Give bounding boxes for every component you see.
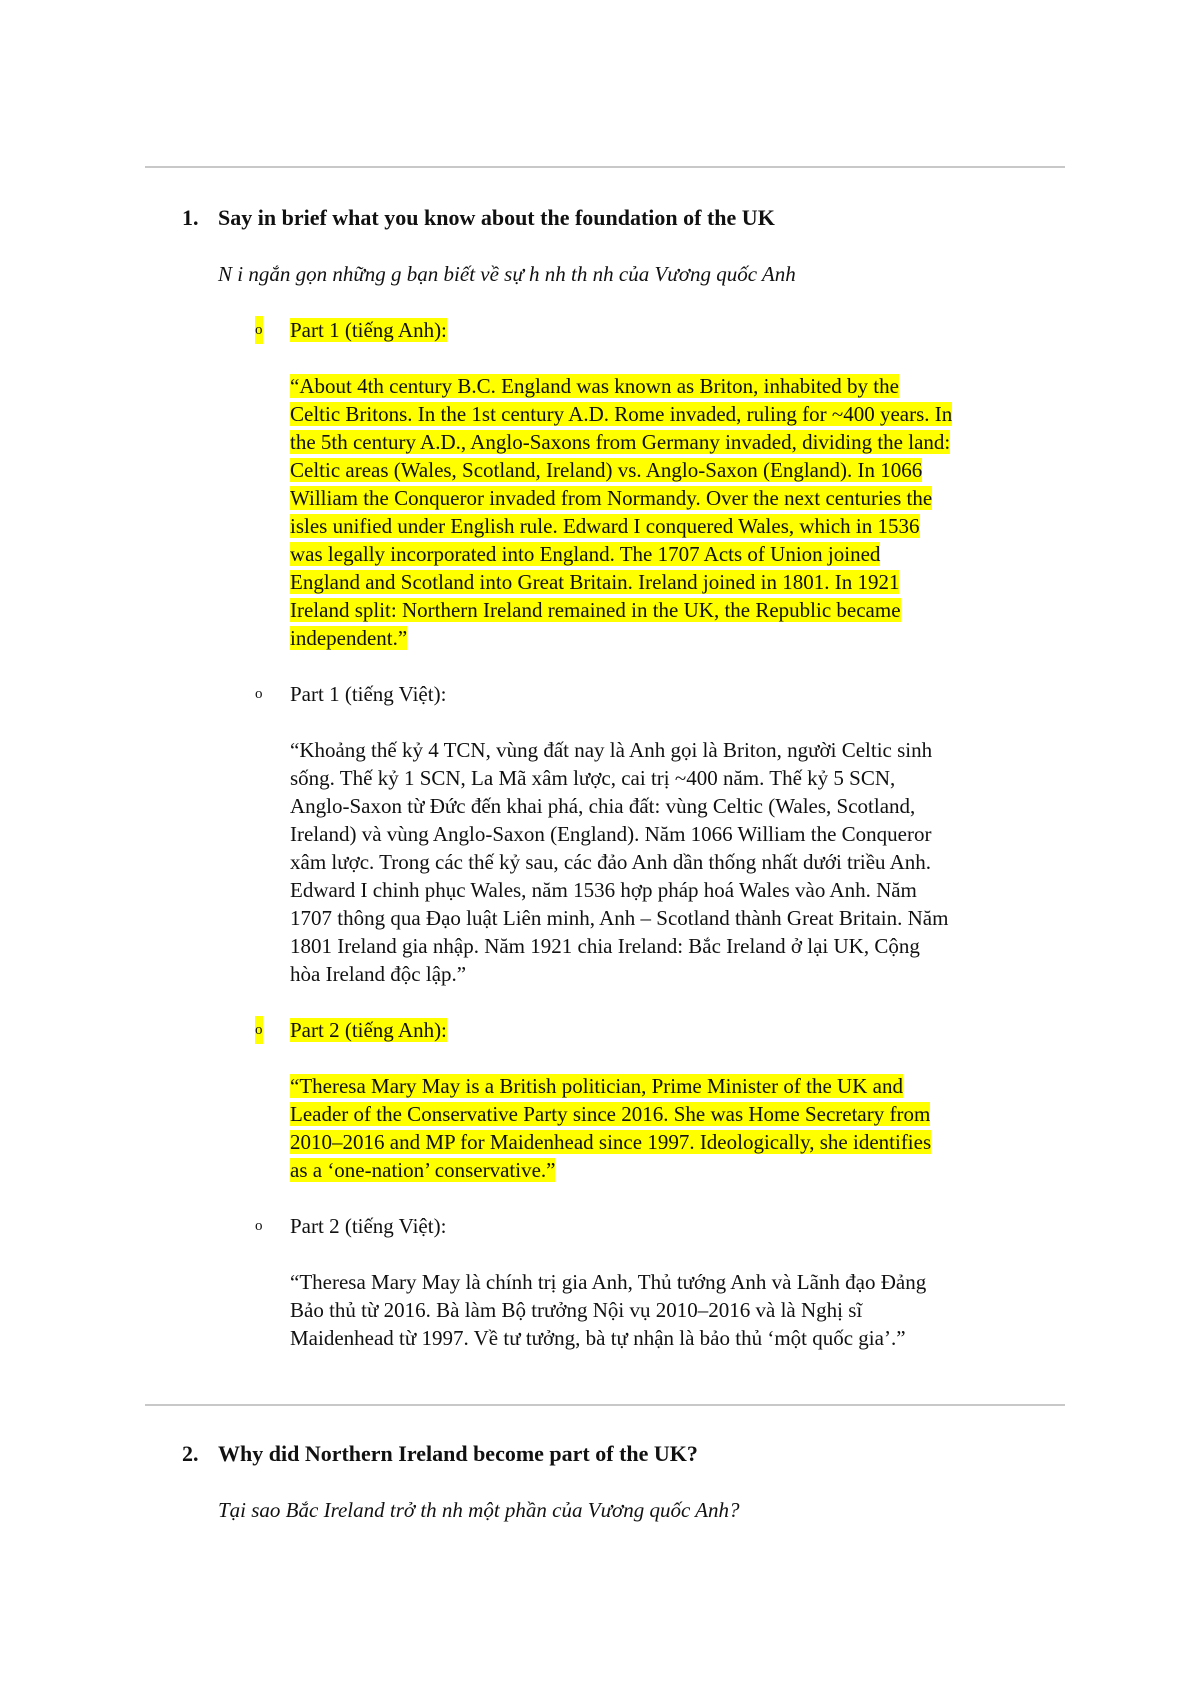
para-line: the 5th century A.D., Anglo-Saxons from Germany invaded, dividing the land: bbox=[290, 430, 951, 454]
part-2-en-bullet-icon: o bbox=[255, 1016, 263, 1044]
para-line: isles unified under English rule. Edward I conquered Wales, which in 1536 bbox=[290, 514, 920, 538]
para-line: “Theresa Mary May là chính trị gia Anh, Thủ tướng Anh và Lãnh đạo Đảng bbox=[290, 1270, 927, 1294]
para-line: independent.” bbox=[290, 626, 408, 650]
part-2-vi-label: Part 2 (tiếng Việt): bbox=[290, 1214, 447, 1238]
question-2-subtitle: Tại sao Bắc Ireland trở th nh một phần của Vương quốc Anh? bbox=[218, 1498, 740, 1522]
question-2-number: 2. bbox=[182, 1441, 199, 1466]
para-line: xâm lược. Trong các thế kỷ sau, các đảo Anh dần thống nhất dưới triều Anh. bbox=[290, 850, 932, 874]
part-2-vi-paragraph bbox=[290, 1268, 1070, 1352]
para-line: “Theresa Mary May is a British politician, Prime Minister of the UK and bbox=[290, 1074, 903, 1098]
para-line: William the Conqueror invaded from Normandy. Over the next centuries the bbox=[290, 486, 933, 510]
para-line: hòa Ireland độc lập.” bbox=[290, 962, 467, 986]
para-line: Maidenhead từ 1997. Về tư tưởng, bà tự nhận là bảo thủ ‘một quốc gia’.” bbox=[290, 1326, 906, 1350]
para-line: 1707 thông qua Đạo luật Liên minh, Anh – Scotland thành Great Britain. Năm bbox=[290, 906, 949, 930]
para-line: England and Scotland into Great Britain. Ireland joined in 1801. In 1921 bbox=[290, 570, 900, 594]
para-line: Celtic Britons. In the 1st century A.D. Rome invaded, ruling for ~400 years. In bbox=[290, 402, 953, 426]
para-line: “Khoảng thế kỷ 4 TCN, vùng đất nay là Anh gọi là Briton, người Celtic sinh bbox=[290, 738, 933, 762]
para-line: Celtic areas (Wales, Scotland, Ireland) vs. Anglo-Saxon (England). In 1066 bbox=[290, 458, 923, 482]
para-line: Ireland) và vùng Anglo-Saxon (England). Năm 1066 William the Conqueror bbox=[290, 822, 932, 846]
para-line: 2010–2016 and MP for Maidenhead since 1997. Ideologically, she identifies bbox=[290, 1130, 932, 1154]
question-1-subtitle: N i ngắn gọn những g bạn biết về sự h nh th nh của Vương quốc Anh bbox=[218, 262, 796, 286]
para-line: as a ‘one-nation’ conservative.” bbox=[290, 1158, 556, 1182]
para-line: Bảo thủ từ 2016. Bà làm Bộ trưởng Nội vụ 2010–2016 và là Nghị sĩ bbox=[290, 1298, 863, 1322]
part-1-vi-label: Part 1 (tiếng Việt): bbox=[290, 682, 447, 706]
para-line: “About 4th century B.C. England was known as Briton, inhabited by the bbox=[290, 374, 899, 398]
para-line: Anglo-Saxon từ Đức đến khai phá, chia đất: vùng Celtic (Wales, Scotland, bbox=[290, 794, 916, 818]
part-2-en-label: Part 2 (tiếng Anh): bbox=[290, 1018, 447, 1042]
divider-top bbox=[145, 166, 1065, 168]
part-2-en-paragraph bbox=[290, 1072, 1070, 1184]
part-1-vi-paragraph bbox=[290, 736, 1070, 988]
para-line: 1801 Ireland gia nhập. Năm 1921 chia Ireland: Bắc Ireland ở lại UK, Cộng bbox=[290, 934, 920, 958]
part-1-en-bullet-icon: o bbox=[255, 316, 263, 344]
para-line: sống. Thế kỷ 1 SCN, La Mã xâm lược, cai trị ~400 năm. Thế kỷ 5 SCN, bbox=[290, 766, 896, 790]
part-1-vi-bullet-icon: o bbox=[255, 686, 263, 702]
question-2-title: Why did Northern Ireland become part of the UK? bbox=[218, 1441, 698, 1466]
para-line: Leader of the Conservative Party since 2016. She was Home Secretary from bbox=[290, 1102, 931, 1126]
divider-middle bbox=[145, 1404, 1065, 1406]
part-1-en-paragraph bbox=[290, 372, 1070, 652]
part-2-vi-bullet-icon: o bbox=[255, 1218, 263, 1234]
para-line: Ireland split: Northern Ireland remained in the UK, the Republic became bbox=[290, 598, 901, 622]
para-line: was legally incorporated into England. The 1707 Acts of Union joined bbox=[290, 542, 881, 566]
part-1-en-label: Part 1 (tiếng Anh): bbox=[290, 318, 447, 342]
question-1-title: Say in brief what you know about the foundation of the UK bbox=[218, 205, 775, 230]
para-line: Edward I chinh phục Wales, năm 1536 hợp pháp hoá Wales vào Anh. Năm bbox=[290, 878, 917, 902]
question-1-number: 1. bbox=[182, 205, 199, 230]
